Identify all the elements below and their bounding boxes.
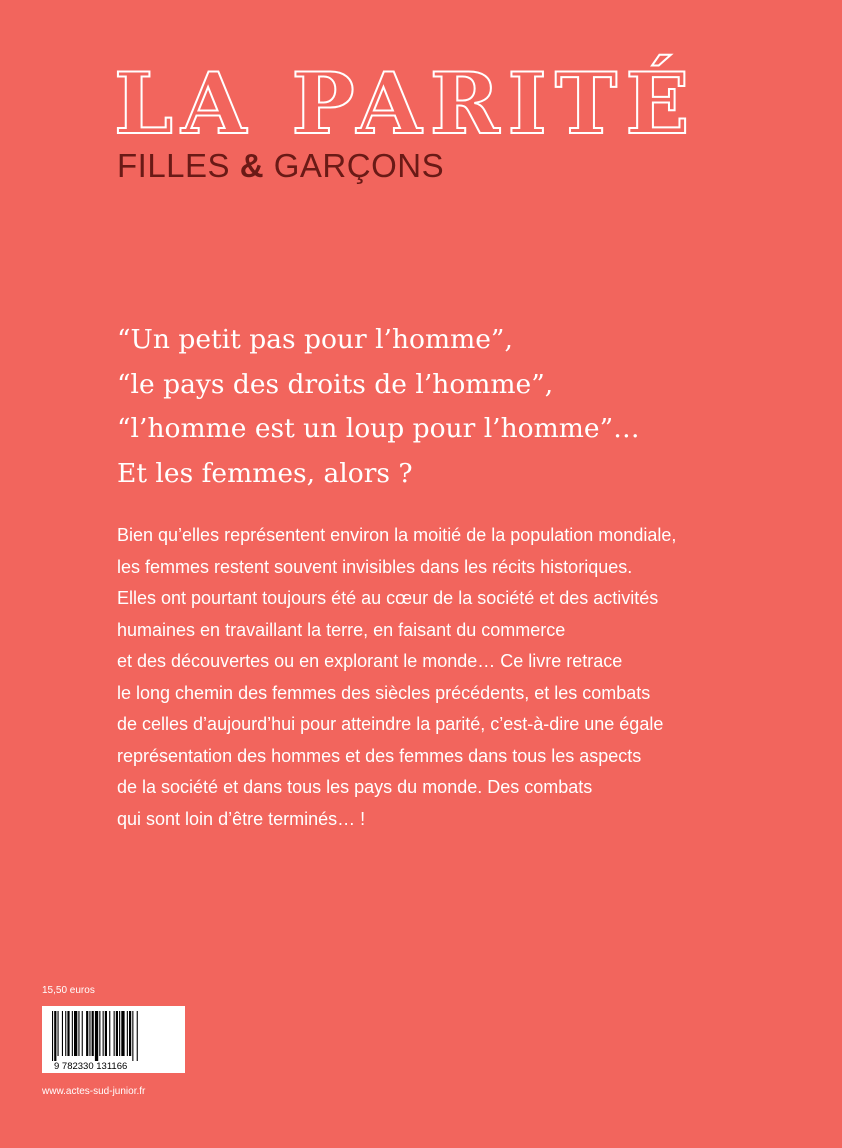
barcode-bar bbox=[129, 1011, 131, 1056]
description-line: humaines en travaillant la terre, en faisant du commerce bbox=[117, 619, 566, 640]
barcode-bar bbox=[65, 1011, 66, 1056]
description-line: qui sont loin d’être terminés… ! bbox=[117, 808, 366, 829]
barcode-bar bbox=[119, 1011, 120, 1056]
book-subtitle bbox=[117, 146, 444, 186]
barcode-bar bbox=[82, 1011, 83, 1056]
price-label: 15,50 euros bbox=[42, 985, 95, 996]
quote-line: “Un petit pas pour l’homme”, bbox=[117, 324, 513, 355]
barcode-bar bbox=[78, 1011, 79, 1056]
barcode-bar bbox=[116, 1011, 118, 1056]
subtitle-filles: FILLES bbox=[117, 147, 231, 184]
barcode-bar bbox=[105, 1011, 107, 1056]
barcode-bar bbox=[109, 1011, 110, 1056]
barcode-bar bbox=[58, 1011, 59, 1056]
barcode-bar bbox=[89, 1011, 90, 1056]
barcode-bar bbox=[127, 1011, 128, 1056]
book-title: LA PARITÉ bbox=[114, 54, 698, 153]
barcode-bar bbox=[114, 1011, 115, 1056]
description-line: de celles d’aujourd’hui pour atteindre la parité, c’est-à-dire une égale bbox=[117, 714, 664, 734]
barcode-bar bbox=[72, 1011, 73, 1056]
barcode bbox=[42, 1006, 185, 1073]
description-line: représentation des hommes et des femmes dans tous les aspects bbox=[117, 745, 642, 766]
barcode-bar bbox=[137, 1011, 138, 1061]
barcode-bar bbox=[92, 1011, 94, 1056]
barcode-bar bbox=[99, 1011, 100, 1056]
description-line: Bien qu’elles représentent environ la moitié de la population mondiale, bbox=[117, 525, 677, 545]
barcode-bar bbox=[67, 1011, 69, 1056]
quote-line: “le pays des droits de l’homme”, bbox=[117, 368, 554, 400]
pull-quote bbox=[117, 318, 757, 496]
quote-line: “l’homme est un loup pour l’homme”… bbox=[117, 413, 640, 444]
barcode-bar bbox=[132, 1011, 133, 1061]
barcode-bar bbox=[54, 1011, 56, 1061]
barcode-bar bbox=[95, 1011, 98, 1061]
barcode-bar bbox=[62, 1011, 63, 1056]
subtitle-garcons: GARÇONS bbox=[273, 147, 445, 184]
barcode-bar bbox=[103, 1011, 104, 1056]
publisher-website: www.actes-sud-junior.fr bbox=[42, 1086, 146, 1097]
description-line: les femmes restent souvent invisibles dans les récits historiques. bbox=[117, 556, 633, 577]
description-line: Elles ont pourtant toujours été au cœur de la société et des activités bbox=[117, 588, 659, 608]
description-line: et des découvertes ou en explorant le monde… Ce livre retrace bbox=[117, 651, 623, 671]
barcode-bar bbox=[52, 1011, 53, 1061]
quote-line: Et les femmes, alors ? bbox=[117, 457, 413, 489]
description-line: le long chemin des femmes des siècles précédents, et les combats bbox=[117, 682, 651, 703]
barcode-bar bbox=[74, 1011, 77, 1056]
barcode-bar bbox=[86, 1011, 88, 1056]
barcode-bar bbox=[121, 1011, 124, 1056]
subtitle-ampersand: & bbox=[239, 147, 265, 184]
description-line: de la société et dans tous les pays du monde. Des combats bbox=[117, 777, 593, 797]
barcode-graphic bbox=[42, 1006, 185, 1073]
isbn-number: 9 782330 131166 bbox=[54, 1061, 128, 1072]
book-description bbox=[117, 520, 757, 835]
